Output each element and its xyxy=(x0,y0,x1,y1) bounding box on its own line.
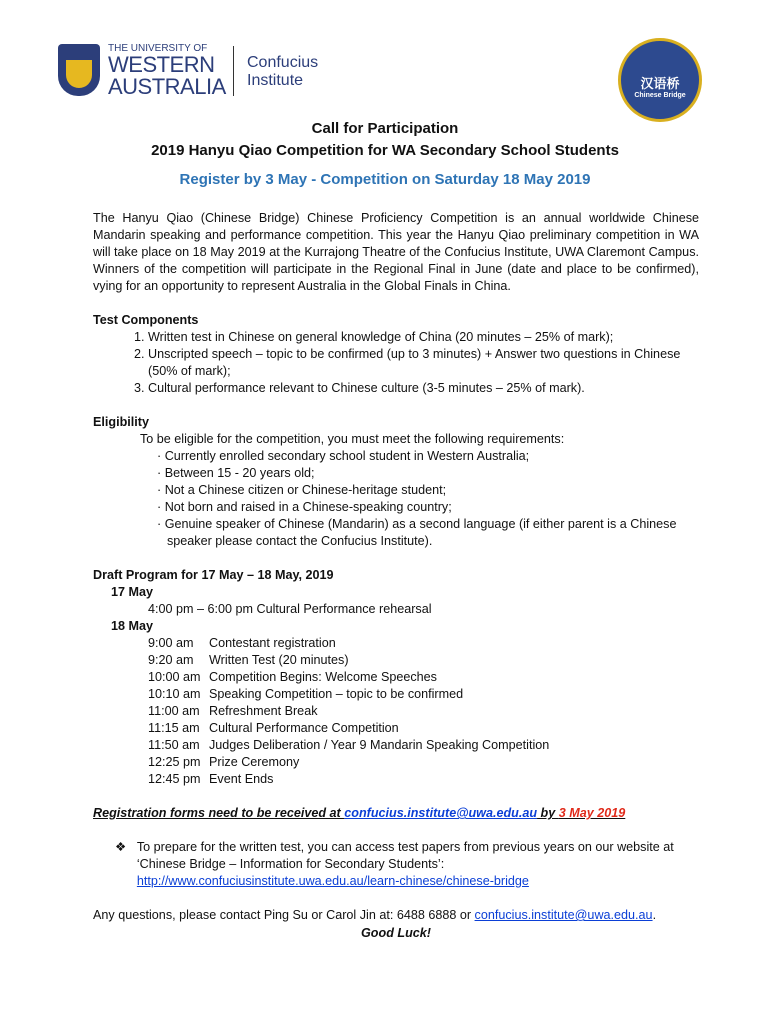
schedule-time: 10:00 am xyxy=(148,670,201,684)
schedule-time: 12:45 pm xyxy=(148,772,201,786)
confucius-institute-wordmark xyxy=(247,54,318,90)
list-item: 1. Written test in Chinese on general knowledge of China (20 minutes – 25% of mark); xyxy=(148,329,699,346)
test-components-heading: Test Components xyxy=(93,313,199,327)
contact-email-link[interactable]: confucius.institute@uwa.edu.au xyxy=(474,908,653,922)
schedule-time: 9:00 am xyxy=(148,636,194,650)
uwa-line1: THE UNIVERSITY OF xyxy=(108,43,208,54)
registration-notice xyxy=(93,805,699,822)
test-components-list xyxy=(93,329,699,397)
program-heading: Draft Program for 17 May – 18 May, 2019 xyxy=(93,568,334,582)
schedule-time: 11:15 am xyxy=(148,721,200,735)
list-item: · Not a Chinese citizen or Chinese-heritage student; xyxy=(157,483,447,497)
logo-divider xyxy=(233,46,234,96)
schedule-row xyxy=(93,635,699,652)
eligibility-heading: Eligibility xyxy=(93,415,149,429)
intro-paragraph: The Hanyu Qiao (Chinese Bridge) Chinese Proficiency Competition is an annual worldwide Chinese Mandarin speaking and performance competition. This year the Hanyu Qiao preliminary competition in WA will take place on 18 May 2019 at the Kurrajong Theatre of the Confucius Institute, UWA Claremont Campus. Winners of the competition will participate in the Regional Final in June (date and place to be confirmed), vying for an opportunity to represent Australia in the Global Finals in China. xyxy=(93,211,699,293)
registration-email-link[interactable]: confucius.institute@uwa.edu.au xyxy=(344,806,538,820)
registration-prefix: Registration forms need to be received at xyxy=(93,806,345,820)
schedule-activity: Speaking Competition – topic to be confirmed xyxy=(209,687,464,701)
list-item: · Between 15 - 20 years old; xyxy=(157,466,315,480)
closing-text: Good Luck! xyxy=(361,926,431,940)
chinese-bridge-logo xyxy=(618,38,702,122)
schedule-time: 11:50 am xyxy=(148,738,200,752)
bridge-cn: 汉语桥 xyxy=(640,76,680,91)
diamond-bullet-icon: ❖ xyxy=(115,840,127,854)
schedule-activity: Cultural Performance Competition xyxy=(209,721,399,735)
schedule-row xyxy=(93,720,699,737)
document-body xyxy=(93,210,699,942)
schedule-row xyxy=(93,754,699,771)
schedule-row xyxy=(93,737,699,754)
schedule-row xyxy=(93,686,699,703)
tip-text: To prepare for the written test, you can access test papers from previous years on our website at ‘Chinese Bridge – Information for Secondary Students’: xyxy=(136,840,674,871)
list-item: · Currently enrolled secondary school student in Western Australia; xyxy=(157,449,530,463)
eligibility-list xyxy=(93,448,699,550)
register-banner: Register by 3 May - Competition on Saturday 18 May 2019 xyxy=(179,171,591,188)
contact-end: . xyxy=(652,908,657,922)
day-heading: 17 May xyxy=(111,585,154,599)
bridge-en: Chinese Bridge xyxy=(634,92,686,99)
schedule-time: 10:10 am xyxy=(148,687,201,701)
schedule-time: 12:25 pm xyxy=(148,755,201,769)
letterhead xyxy=(58,40,708,120)
uwa-line3: AUSTRALIA xyxy=(108,74,226,99)
schedule-activity: Event Ends xyxy=(209,772,274,786)
tip-item xyxy=(93,839,699,890)
schedule-row xyxy=(93,703,699,720)
schedule-time: 11:00 am xyxy=(148,704,200,718)
contact-line xyxy=(93,907,699,924)
list-item: · Genuine speaker of Chinese (Mandarin) as a second language (if either parent is a Chinese speaker please contact the Confucius Institute). xyxy=(157,517,677,548)
registration-by: by xyxy=(537,806,559,820)
schedule-activity: Contestant registration xyxy=(209,636,336,650)
list-item: · Not born and raised in a Chinese-speaking country; xyxy=(157,500,452,514)
schedule-activity: Competition Begins: Welcome Speeches xyxy=(209,670,437,684)
schedule-activity: Judges Deliberation / Year 9 Mandarin Speaking Competition xyxy=(209,738,550,752)
list-item: 3. Cultural performance relevant to Chinese culture (3-5 minutes – 25% of mark). xyxy=(148,380,699,397)
registration-deadline: 3 May 2019 xyxy=(558,806,626,820)
program-item: 4:00 pm – 6:00 pm Cultural Performance rehearsal xyxy=(148,602,432,616)
contact-text: Any questions, please contact Ping Su or Carol Jin at: 6488 6888 or xyxy=(93,908,475,922)
page-title: Call for Participation xyxy=(311,120,459,137)
chinese-bridge-link[interactable]: http://www.confuciusinstitute.uwa.edu.au/learn-chinese/chinese-bridge xyxy=(136,874,529,888)
page-subtitle: 2019 Hanyu Qiao Competition for WA Secondary School Students xyxy=(151,142,619,159)
schedule-time: 9:20 am xyxy=(148,653,194,667)
uwa-crest-logo xyxy=(58,44,100,96)
title-block xyxy=(0,118,770,191)
schedule-row xyxy=(93,669,699,686)
schedule-row xyxy=(93,771,699,788)
ci-line2: Institute xyxy=(247,72,304,89)
list-item: 2. Unscripted speech – topic to be confirmed (up to 3 minutes) + Answer two questions in Chinese (50% of mark); xyxy=(148,346,699,380)
uwa-wordmark xyxy=(108,44,226,98)
ci-line1: Confucius xyxy=(247,54,319,71)
schedule-activity: Refreshment Break xyxy=(209,704,318,718)
schedule-table xyxy=(93,635,699,788)
eligibility-intro: To be eligible for the competition, you must meet the following requirements: xyxy=(140,432,565,446)
uwa-line2: WESTERN xyxy=(108,52,215,77)
schedule-activity: Written Test (20 minutes) xyxy=(209,653,349,667)
day-heading: 18 May xyxy=(111,619,154,633)
schedule-activity: Prize Ceremony xyxy=(209,755,300,769)
schedule-row xyxy=(93,652,699,669)
